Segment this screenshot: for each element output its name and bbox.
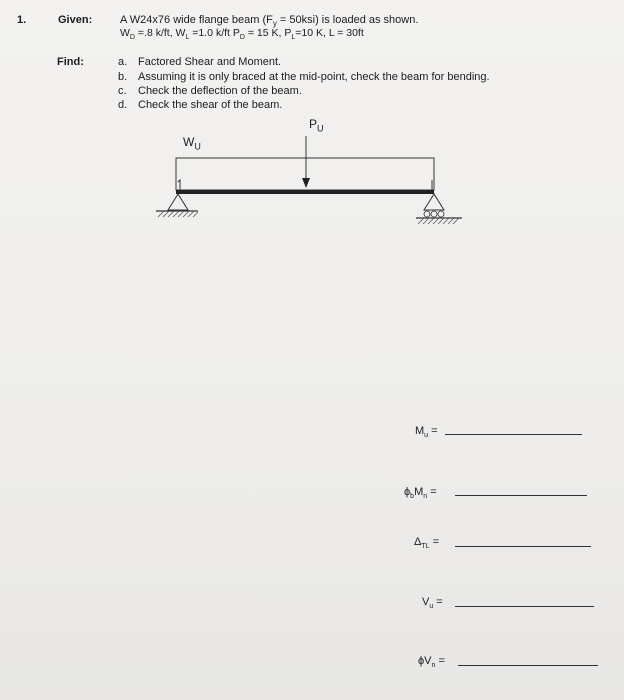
pu-label: $P_U$ (309, 117, 324, 134)
answer-vu-line[interactable] (455, 606, 594, 607)
problem-number: 1. (17, 14, 27, 26)
answer-deflection-label: $\Delta_{TL}$ = (414, 536, 440, 551)
answer-phivn-line[interactable] (458, 665, 598, 666)
find-item-d: d. Check the shear of the beam. (118, 99, 283, 111)
answer-vu-label: $V_u$ = (422, 596, 443, 611)
find-list (118, 55, 490, 112)
find-label: Find: (57, 56, 84, 68)
answer-phivn-label: $\phi V_n$ = (418, 655, 445, 670)
given-label: Given: (58, 14, 93, 26)
pin-support (156, 194, 198, 217)
roller-support (416, 194, 462, 224)
given-line-1: A W24x76 wide flange beam $(F_y = 50ksi)$ is loaded as shown. (120, 14, 419, 29)
answer-mu-line[interactable] (445, 434, 582, 435)
answer-phimn-label: $\phi_bM_n$ = (404, 486, 437, 501)
answer-phimn-line[interactable] (455, 495, 587, 496)
arrow-head (302, 178, 310, 188)
find-item-c: c. Check the deflection of the beam. (118, 85, 302, 97)
wu-label: $W_U$ (183, 135, 201, 152)
find-item-b: b. Assuming it is only braced at the mid-point, check the beam for bending. (118, 71, 490, 83)
beam (176, 190, 434, 194)
given-line-2: $W_D =.8$ k/ft, $W_L =1.0$ k/ft $P_D = 15$ K, $P_L=10$ K, L = 30ft (120, 27, 364, 42)
answer-deflection-line[interactable] (455, 546, 591, 547)
find-item-a: a. Factored Shear and Moment. (118, 56, 282, 68)
answer-mu-label: $M_u$ = (415, 425, 438, 440)
